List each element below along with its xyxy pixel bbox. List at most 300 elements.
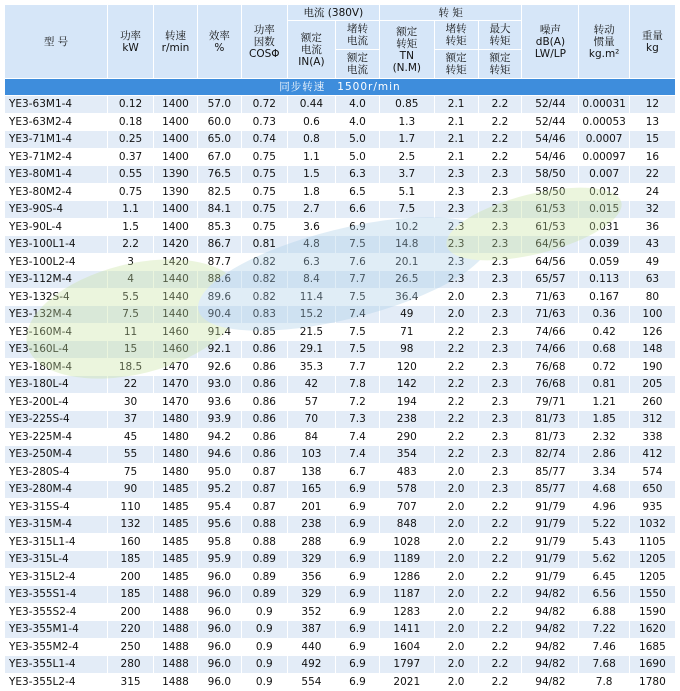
cell-power-factor: 0.86 [241, 411, 287, 429]
cell-max-torque-ratio: 2.2 [478, 621, 522, 639]
cell-model: YE3-180L-4 [5, 376, 108, 394]
cell-power: 132 [108, 516, 154, 534]
cell-stall-torque-ratio: 2.1 [434, 148, 478, 166]
cell-power-factor: 0.86 [241, 393, 287, 411]
cell-efficiency: 94.6 [197, 446, 241, 464]
cell-power: 0.37 [108, 148, 154, 166]
table-row [5, 446, 676, 464]
cell-model: YE3-315S-4 [5, 498, 108, 516]
cell-speed: 1470 [154, 393, 198, 411]
cell-stall-current-ratio: 6.7 [336, 463, 380, 481]
cell-rated-torque: 0.85 [379, 96, 434, 114]
cell-inertia: 0.031 [579, 218, 629, 236]
cell-power: 5.5 [108, 288, 154, 306]
cell-efficiency: 60.0 [197, 113, 241, 131]
cell-max-torque-ratio: 2.3 [478, 446, 522, 464]
cell-model: YE3-90S-4 [5, 201, 108, 219]
cell-power: 75 [108, 463, 154, 481]
cell-power-factor: 0.87 [241, 463, 287, 481]
cell-stall-current-ratio: 6.9 [336, 533, 380, 551]
cell-stall-torque-ratio: 2.0 [434, 638, 478, 656]
cell-rated-torque: 238 [379, 411, 434, 429]
cell-noise: 54/46 [522, 131, 579, 149]
cell-stall-current-ratio: 6.9 [336, 621, 380, 639]
cell-max-torque-ratio: 2.3 [478, 481, 522, 499]
cell-stall-current-ratio: 6.9 [336, 568, 380, 586]
cell-stall-torque-ratio: 2.3 [434, 253, 478, 271]
cell-rated-current: 1.8 [287, 183, 335, 201]
cell-stall-current-ratio: 6.9 [336, 638, 380, 656]
cell-speed: 1488 [154, 673, 198, 691]
cell-rated-torque: 5.1 [379, 183, 434, 201]
cell-model: YE3-250M-4 [5, 446, 108, 464]
cell-power-factor: 0.9 [241, 656, 287, 674]
cell-stall-current-ratio: 7.6 [336, 253, 380, 271]
cell-power-factor: 0.82 [241, 271, 287, 289]
cell-stall-torque-ratio: 2.0 [434, 306, 478, 324]
header-rated-torque: 额定 转矩 TN (N.M) [379, 21, 434, 79]
table-row [5, 306, 676, 324]
cell-power-factor: 0.86 [241, 358, 287, 376]
header-stall-torque: 堵转 转矩 [434, 21, 478, 50]
cell-power-factor: 0.87 [241, 481, 287, 499]
cell-inertia: 6.45 [579, 568, 629, 586]
cell-rated-torque: 1286 [379, 568, 434, 586]
header-max-torque-ratio: 额定 转矩 [478, 50, 522, 79]
cell-inertia: 6.88 [579, 603, 629, 621]
cell-rated-torque: 848 [379, 516, 434, 534]
table-row [5, 428, 676, 446]
cell-stall-torque-ratio: 2.0 [434, 498, 478, 516]
cell-weight: 574 [629, 463, 675, 481]
cell-noise: 61/53 [522, 218, 579, 236]
cell-inertia: 0.039 [579, 236, 629, 254]
cell-inertia: 0.81 [579, 376, 629, 394]
cell-power: 200 [108, 603, 154, 621]
cell-power: 250 [108, 638, 154, 656]
cell-inertia: 0.36 [579, 306, 629, 324]
cell-inertia: 4.96 [579, 498, 629, 516]
cell-stall-torque-ratio: 2.0 [434, 551, 478, 569]
cell-efficiency: 92.1 [197, 341, 241, 359]
cell-noise: 81/73 [522, 428, 579, 446]
cell-weight: 190 [629, 358, 675, 376]
cell-max-torque-ratio: 2.2 [478, 673, 522, 691]
cell-stall-current-ratio: 6.9 [336, 551, 380, 569]
cell-weight: 80 [629, 288, 675, 306]
cell-speed: 1460 [154, 341, 198, 359]
cell-power-factor: 0.89 [241, 568, 287, 586]
cell-weight: 1780 [629, 673, 675, 691]
cell-weight: 1550 [629, 586, 675, 604]
cell-stall-current-ratio: 7.5 [336, 288, 380, 306]
cell-inertia: 2.86 [579, 446, 629, 464]
table-row [5, 341, 676, 359]
cell-noise: 91/79 [522, 568, 579, 586]
cell-noise: 91/79 [522, 551, 579, 569]
cell-efficiency: 85.3 [197, 218, 241, 236]
cell-speed: 1400 [154, 96, 198, 114]
cell-power-factor: 0.75 [241, 218, 287, 236]
cell-rated-current: 387 [287, 621, 335, 639]
cell-weight: 63 [629, 271, 675, 289]
cell-model: YE3-355S2-4 [5, 603, 108, 621]
cell-speed: 1488 [154, 586, 198, 604]
cell-max-torque-ratio: 2.3 [478, 341, 522, 359]
cell-stall-torque-ratio: 2.2 [434, 323, 478, 341]
cell-max-torque-ratio: 2.2 [478, 131, 522, 149]
cell-power: 220 [108, 621, 154, 639]
cell-rated-torque: 2021 [379, 673, 434, 691]
section-label: 同步转速 1500r/min [5, 79, 676, 96]
cell-noise: 64/56 [522, 236, 579, 254]
cell-stall-current-ratio: 6.9 [336, 656, 380, 674]
cell-stall-current-ratio: 7.4 [336, 446, 380, 464]
cell-weight: 1105 [629, 533, 675, 551]
cell-rated-torque: 36.4 [379, 288, 434, 306]
cell-weight: 1690 [629, 656, 675, 674]
cell-speed: 1440 [154, 271, 198, 289]
cell-power-factor: 0.75 [241, 201, 287, 219]
cell-stall-current-ratio: 6.5 [336, 183, 380, 201]
cell-stall-torque-ratio: 2.2 [434, 393, 478, 411]
cell-efficiency: 96.0 [197, 656, 241, 674]
cell-power-factor: 0.87 [241, 498, 287, 516]
cell-rated-torque: 120 [379, 358, 434, 376]
cell-weight: 36 [629, 218, 675, 236]
cell-speed: 1440 [154, 288, 198, 306]
table-row [5, 166, 676, 184]
cell-power: 22 [108, 376, 154, 394]
cell-efficiency: 96.0 [197, 621, 241, 639]
cell-max-torque-ratio: 2.3 [478, 393, 522, 411]
cell-power-factor: 0.72 [241, 96, 287, 114]
cell-max-torque-ratio: 2.3 [478, 253, 522, 271]
cell-power: 4 [108, 271, 154, 289]
cell-power-factor: 0.75 [241, 148, 287, 166]
cell-weight: 412 [629, 446, 675, 464]
cell-noise: 94/82 [522, 656, 579, 674]
cell-efficiency: 96.0 [197, 603, 241, 621]
cell-rated-torque: 483 [379, 463, 434, 481]
cell-power: 0.55 [108, 166, 154, 184]
cell-inertia: 5.22 [579, 516, 629, 534]
cell-stall-torque-ratio: 2.2 [434, 446, 478, 464]
motor-spec-table [4, 4, 676, 691]
cell-rated-current: 42 [287, 376, 335, 394]
cell-model: YE3-355L2-4 [5, 673, 108, 691]
cell-stall-torque-ratio: 2.3 [434, 183, 478, 201]
cell-max-torque-ratio: 2.3 [478, 411, 522, 429]
cell-power: 30 [108, 393, 154, 411]
cell-rated-current: 6.3 [287, 253, 335, 271]
table-row [5, 236, 676, 254]
cell-power: 315 [108, 673, 154, 691]
cell-efficiency: 86.7 [197, 236, 241, 254]
cell-efficiency: 91.4 [197, 323, 241, 341]
cell-rated-torque: 1797 [379, 656, 434, 674]
cell-stall-current-ratio: 5.0 [336, 131, 380, 149]
cell-speed: 1485 [154, 568, 198, 586]
cell-noise: 82/74 [522, 446, 579, 464]
cell-max-torque-ratio: 2.3 [478, 306, 522, 324]
cell-weight: 49 [629, 253, 675, 271]
cell-weight: 16 [629, 148, 675, 166]
cell-power-factor: 0.86 [241, 428, 287, 446]
cell-weight: 1205 [629, 551, 675, 569]
cell-weight: 205 [629, 376, 675, 394]
cell-stall-torque-ratio: 2.3 [434, 236, 478, 254]
cell-power-factor: 0.85 [241, 323, 287, 341]
cell-inertia: 7.22 [579, 621, 629, 639]
cell-speed: 1470 [154, 358, 198, 376]
cell-power: 280 [108, 656, 154, 674]
table-body [5, 79, 676, 691]
header-power: 功率 kW [108, 5, 154, 79]
cell-stall-current-ratio: 6.3 [336, 166, 380, 184]
cell-noise: 74/66 [522, 341, 579, 359]
cell-max-torque-ratio: 2.3 [478, 183, 522, 201]
table-row [5, 131, 676, 149]
cell-max-torque-ratio: 2.3 [478, 463, 522, 481]
cell-model: YE3-315M-4 [5, 516, 108, 534]
cell-model: YE3-180M-4 [5, 358, 108, 376]
cell-max-torque-ratio: 2.2 [478, 533, 522, 551]
cell-speed: 1480 [154, 428, 198, 446]
cell-noise: 74/66 [522, 323, 579, 341]
cell-power: 45 [108, 428, 154, 446]
cell-inertia: 0.00097 [579, 148, 629, 166]
cell-weight: 1205 [629, 568, 675, 586]
cell-efficiency: 84.1 [197, 201, 241, 219]
header-max-torque: 最大 转矩 [478, 21, 522, 50]
cell-speed: 1440 [154, 306, 198, 324]
table-row [5, 638, 676, 656]
cell-noise: 58/50 [522, 183, 579, 201]
cell-efficiency: 65.0 [197, 131, 241, 149]
cell-stall-torque-ratio: 2.3 [434, 271, 478, 289]
cell-speed: 1480 [154, 446, 198, 464]
cell-power-factor: 0.75 [241, 183, 287, 201]
cell-noise: 94/82 [522, 673, 579, 691]
cell-speed: 1485 [154, 516, 198, 534]
header-torque-group: 转 矩 [379, 5, 522, 21]
header-stall-current-ratio: 额定 电流 [336, 50, 380, 79]
cell-rated-torque: 1.7 [379, 131, 434, 149]
cell-efficiency: 93.6 [197, 393, 241, 411]
cell-max-torque-ratio: 2.2 [478, 638, 522, 656]
cell-power: 37 [108, 411, 154, 429]
cell-stall-current-ratio: 4.0 [336, 96, 380, 114]
cell-stall-current-ratio: 7.7 [336, 271, 380, 289]
cell-rated-current: 11.4 [287, 288, 335, 306]
cell-power: 7.5 [108, 306, 154, 324]
cell-speed: 1488 [154, 638, 198, 656]
cell-inertia: 0.059 [579, 253, 629, 271]
cell-rated-current: 492 [287, 656, 335, 674]
cell-model: YE3-63M2-4 [5, 113, 108, 131]
table-row [5, 253, 676, 271]
cell-max-torque-ratio: 2.2 [478, 656, 522, 674]
cell-rated-current: 0.6 [287, 113, 335, 131]
cell-rated-torque: 10.2 [379, 218, 434, 236]
cell-power-factor: 0.75 [241, 166, 287, 184]
cell-max-torque-ratio: 2.3 [478, 288, 522, 306]
cell-stall-current-ratio: 7.3 [336, 411, 380, 429]
cell-noise: 52/44 [522, 113, 579, 131]
cell-noise: 71/63 [522, 306, 579, 324]
header-current-group: 电流 (380V) [287, 5, 379, 21]
cell-max-torque-ratio: 2.3 [478, 271, 522, 289]
cell-weight: 650 [629, 481, 675, 499]
cell-power: 0.75 [108, 183, 154, 201]
header-model: 型 号 [5, 5, 108, 79]
table-row [5, 271, 676, 289]
cell-stall-torque-ratio: 2.0 [434, 481, 478, 499]
cell-rated-current: 35.3 [287, 358, 335, 376]
cell-stall-torque-ratio: 2.0 [434, 586, 478, 604]
cell-inertia: 6.56 [579, 586, 629, 604]
cell-max-torque-ratio: 2.3 [478, 323, 522, 341]
table-row [5, 516, 676, 534]
cell-power: 185 [108, 586, 154, 604]
cell-noise: 94/82 [522, 603, 579, 621]
cell-inertia: 0.68 [579, 341, 629, 359]
cell-weight: 338 [629, 428, 675, 446]
cell-speed: 1485 [154, 551, 198, 569]
cell-stall-torque-ratio: 2.2 [434, 376, 478, 394]
cell-rated-current: 15.2 [287, 306, 335, 324]
cell-rated-torque: 1283 [379, 603, 434, 621]
cell-stall-torque-ratio: 2.1 [434, 113, 478, 131]
cell-model: YE3-90L-4 [5, 218, 108, 236]
cell-rated-current: 201 [287, 498, 335, 516]
cell-inertia: 0.012 [579, 183, 629, 201]
table-row [5, 551, 676, 569]
cell-stall-torque-ratio: 2.0 [434, 656, 478, 674]
table-row [5, 568, 676, 586]
cell-efficiency: 95.2 [197, 481, 241, 499]
cell-model: YE3-355L1-4 [5, 656, 108, 674]
cell-model: YE3-80M1-4 [5, 166, 108, 184]
cell-stall-current-ratio: 6.9 [336, 586, 380, 604]
cell-model: YE3-80M2-4 [5, 183, 108, 201]
cell-noise: 91/79 [522, 533, 579, 551]
cell-rated-torque: 14.8 [379, 236, 434, 254]
cell-rated-torque: 3.7 [379, 166, 434, 184]
cell-max-torque-ratio: 2.2 [478, 96, 522, 114]
cell-noise: 54/46 [522, 148, 579, 166]
cell-rated-current: 0.44 [287, 96, 335, 114]
cell-noise: 81/73 [522, 411, 579, 429]
cell-rated-torque: 1189 [379, 551, 434, 569]
cell-rated-torque: 194 [379, 393, 434, 411]
cell-stall-torque-ratio: 2.2 [434, 341, 478, 359]
cell-model: YE3-132S-4 [5, 288, 108, 306]
cell-power-factor: 0.86 [241, 446, 287, 464]
cell-stall-current-ratio: 7.4 [336, 428, 380, 446]
header-rated-current: 额定 电流 IN(A) [287, 21, 335, 79]
cell-stall-torque-ratio: 2.2 [434, 411, 478, 429]
cell-speed: 1470 [154, 376, 198, 394]
cell-stall-current-ratio: 6.9 [336, 516, 380, 534]
cell-power-factor: 0.73 [241, 113, 287, 131]
cell-power: 15 [108, 341, 154, 359]
cell-inertia: 3.34 [579, 463, 629, 481]
cell-rated-torque: 71 [379, 323, 434, 341]
cell-stall-current-ratio: 6.9 [336, 603, 380, 621]
cell-weight: 148 [629, 341, 675, 359]
cell-power: 1.1 [108, 201, 154, 219]
cell-max-torque-ratio: 2.3 [478, 218, 522, 236]
cell-weight: 12 [629, 96, 675, 114]
header-weight: 重量 kg [629, 5, 675, 79]
table-row [5, 656, 676, 674]
cell-rated-current: 329 [287, 586, 335, 604]
table-row [5, 411, 676, 429]
cell-model: YE3-100L2-4 [5, 253, 108, 271]
cell-stall-current-ratio: 7.7 [336, 358, 380, 376]
cell-rated-current: 356 [287, 568, 335, 586]
cell-speed: 1420 [154, 236, 198, 254]
header-noise: 噪声 dB(A) LW/LP [522, 5, 579, 79]
cell-power-factor: 0.88 [241, 533, 287, 551]
cell-rated-current: 440 [287, 638, 335, 656]
cell-power-factor: 0.89 [241, 551, 287, 569]
header-speed: 转速 r/min [154, 5, 198, 79]
cell-stall-torque-ratio: 2.3 [434, 201, 478, 219]
cell-efficiency: 96.0 [197, 638, 241, 656]
cell-rated-current: 1.5 [287, 166, 335, 184]
cell-weight: 126 [629, 323, 675, 341]
cell-power: 0.25 [108, 131, 154, 149]
cell-inertia: 7.46 [579, 638, 629, 656]
cell-noise: 64/56 [522, 253, 579, 271]
cell-speed: 1400 [154, 201, 198, 219]
cell-power: 160 [108, 533, 154, 551]
table-row [5, 673, 676, 691]
cell-power-factor: 0.74 [241, 131, 287, 149]
cell-rated-torque: 1028 [379, 533, 434, 551]
cell-power-factor: 0.88 [241, 516, 287, 534]
cell-power-factor: 0.81 [241, 236, 287, 254]
cell-stall-current-ratio: 6.9 [336, 218, 380, 236]
table-row [5, 586, 676, 604]
cell-inertia: 0.72 [579, 358, 629, 376]
cell-speed: 1488 [154, 656, 198, 674]
cell-power: 11 [108, 323, 154, 341]
cell-rated-current: 165 [287, 481, 335, 499]
cell-weight: 13 [629, 113, 675, 131]
cell-efficiency: 88.6 [197, 271, 241, 289]
cell-efficiency: 57.0 [197, 96, 241, 114]
cell-speed: 1390 [154, 183, 198, 201]
cell-inertia: 1.21 [579, 393, 629, 411]
cell-max-torque-ratio: 2.3 [478, 201, 522, 219]
cell-weight: 43 [629, 236, 675, 254]
cell-rated-current: 2.7 [287, 201, 335, 219]
cell-inertia: 5.62 [579, 551, 629, 569]
cell-noise: 94/82 [522, 638, 579, 656]
cell-max-torque-ratio: 2.2 [478, 551, 522, 569]
cell-rated-torque: 578 [379, 481, 434, 499]
cell-inertia: 4.68 [579, 481, 629, 499]
cell-rated-current: 554 [287, 673, 335, 691]
cell-weight: 312 [629, 411, 675, 429]
header-stall-torque-ratio: 额定 转矩 [434, 50, 478, 79]
cell-rated-current: 3.6 [287, 218, 335, 236]
table-row [5, 183, 676, 201]
